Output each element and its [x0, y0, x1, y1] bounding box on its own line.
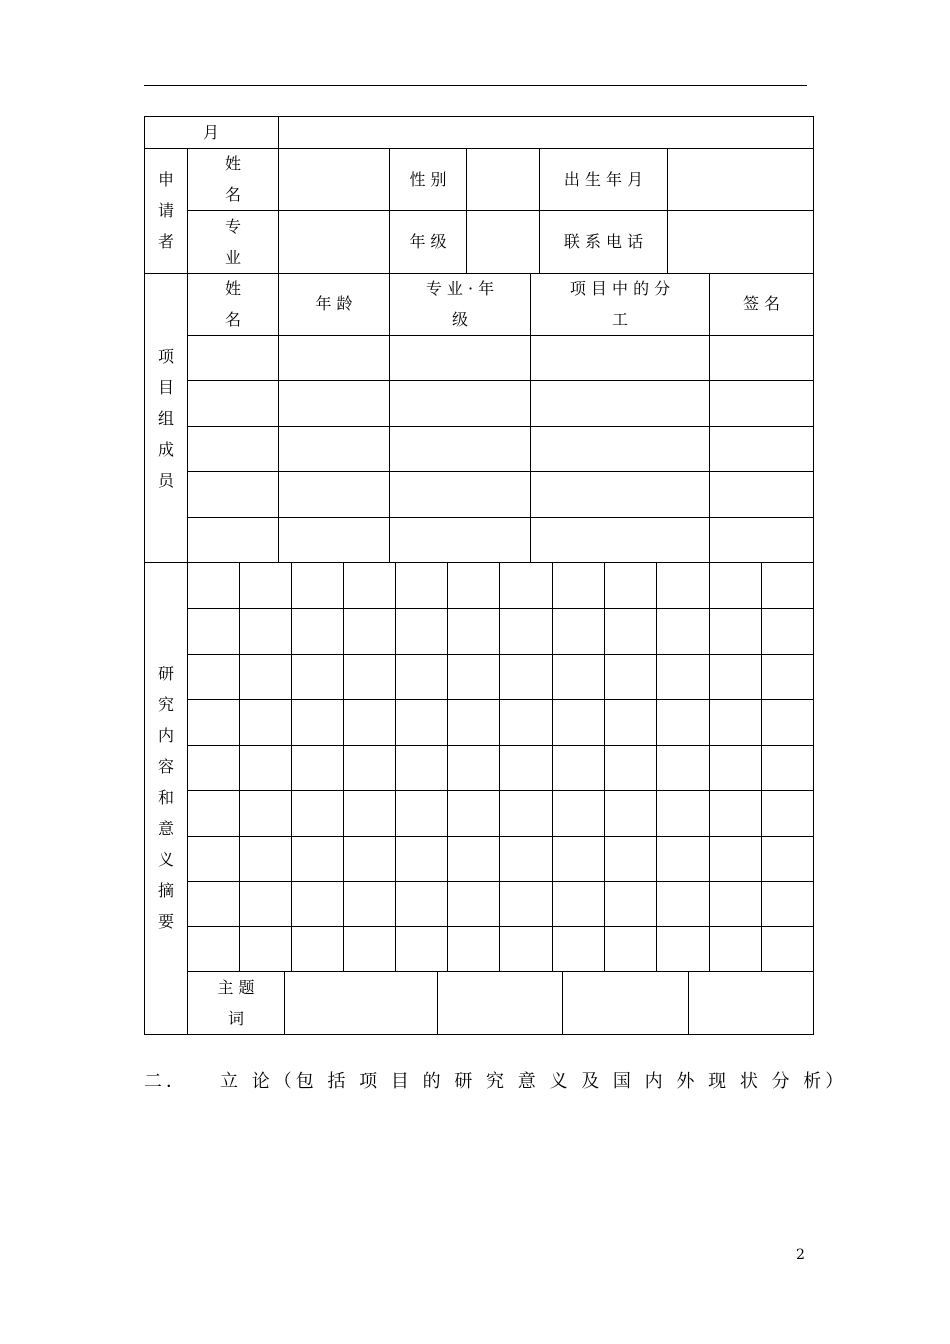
month-label: 月: [202, 123, 219, 142]
gender-label: 性 别: [409, 170, 447, 189]
grade-label: 年 级: [409, 232, 447, 251]
members-section-label: 项 目 组 成 员: [157, 347, 174, 490]
gender-field[interactable]: [467, 149, 539, 210]
member-row[interactable]: [188, 336, 813, 380]
abstract-section-label: 研 究 内 容 和 意 义 摘 要: [157, 664, 174, 931]
member-name-header: 姓 名: [224, 279, 241, 329]
member-signature-header: 签 名: [742, 294, 781, 313]
member-row[interactable]: [188, 427, 813, 471]
keyword-field[interactable]: [438, 972, 562, 1034]
grade-field[interactable]: [467, 211, 539, 273]
section-two-heading: [144, 1068, 847, 1096]
member-major-grade-header: 专 业 · 年 级: [425, 279, 495, 329]
applicant-name-field[interactable]: [279, 149, 389, 210]
keyword-field[interactable]: [689, 972, 813, 1034]
phone-field[interactable]: [668, 211, 813, 273]
abstract-grid[interactable]: [188, 563, 813, 971]
member-row[interactable]: [188, 472, 813, 517]
member-role-header: 项 目 中 的 分 工: [569, 279, 671, 329]
header-rule: [144, 85, 807, 86]
section-two-title: 立 论（包 括 项 目 的 研 究 意 义 及 国 内 外 现 状 分 析）: [220, 1071, 848, 1092]
member-row[interactable]: [188, 381, 813, 426]
phone-label: 联 系 电 话: [563, 232, 644, 251]
member-age-header: 年 龄: [315, 294, 353, 313]
applicant-major-label: 专 业: [224, 217, 241, 267]
keyword-field[interactable]: [563, 972, 688, 1034]
birth-label: 出 生 年 月: [563, 170, 644, 189]
page-number: 2: [796, 1247, 805, 1263]
keyword-field[interactable]: [285, 972, 437, 1034]
birth-field[interactable]: [668, 149, 813, 210]
application-form-table: [144, 116, 814, 1035]
section-two-number: 二．: [144, 1071, 188, 1092]
applicant-section-label: 申 请 者: [157, 170, 174, 251]
applicant-name-label: 姓 名: [224, 154, 241, 204]
month-value-cell[interactable]: [279, 117, 813, 148]
keywords-label: 主 题 词: [217, 978, 255, 1028]
member-row[interactable]: [188, 518, 813, 562]
applicant-major-field[interactable]: [279, 211, 389, 273]
